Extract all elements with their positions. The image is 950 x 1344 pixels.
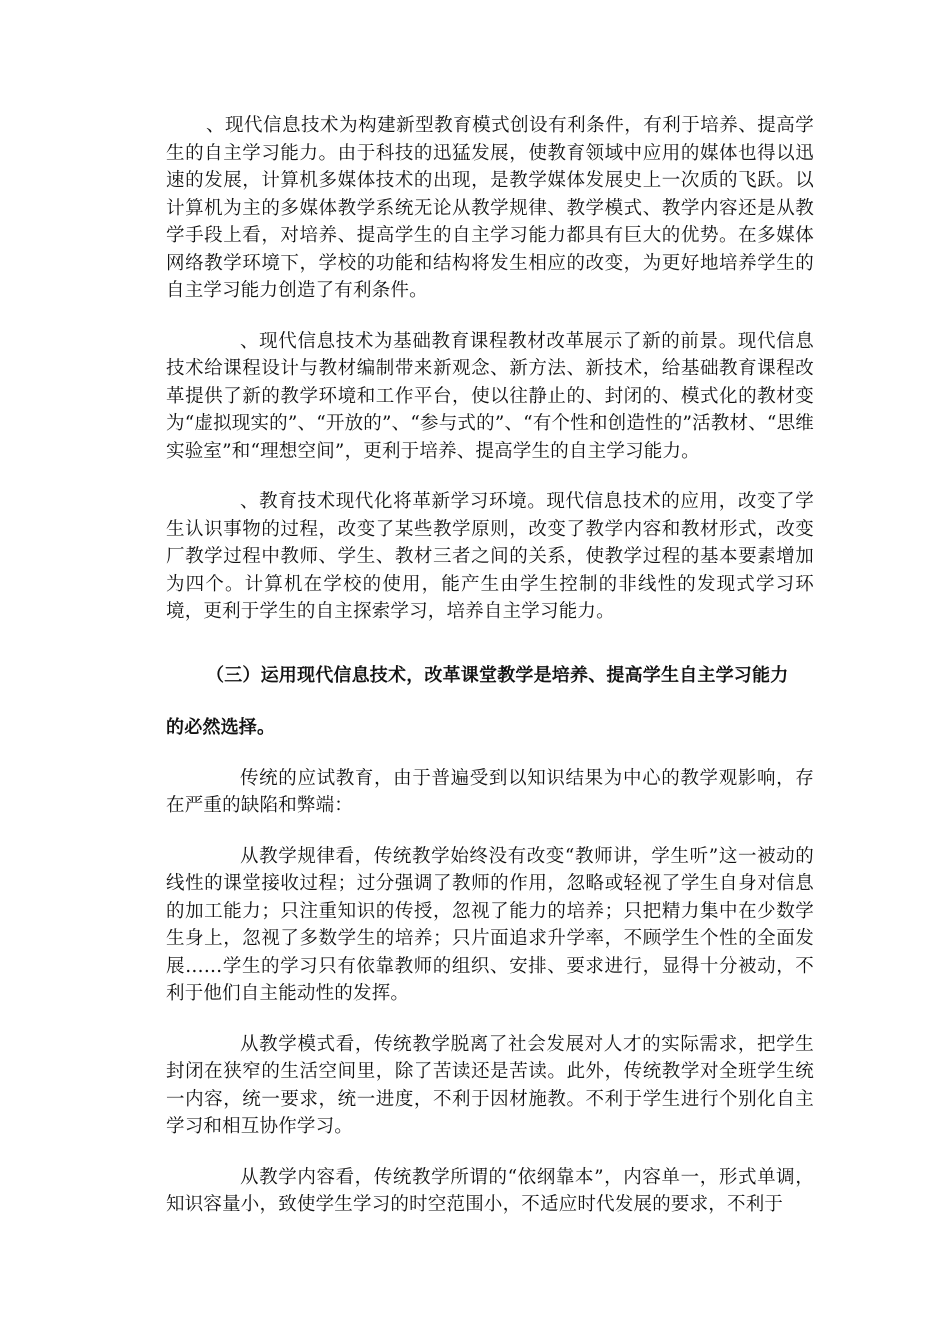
paragraph-teaching-model: 从教学模式看，传统教学脱离了社会发展对人才的实际需求，把学生封闭在狭窄的生活空间里，除了苦读还是苦读。此外，传统教学对全班学生统一内容，统一要求，统一进度，不利于因材施教。不利于学生进行个别化自主学习和相互协作学习。 — [166, 1033, 814, 1137]
section-heading-continuation: 的必然选择。 — [166, 716, 276, 738]
paragraph-learning-environment: 、教育技术现代化将革新学习环境。现代信息技术的应用，改变了学生认识事物的过程，改变了某些教学原则，改变了教学内容和教材形式，改变厂教学过程中教师、学生、教材三者之间的关系，使教学过程的基本要素增加为四个。计算机在学校的使用，能产生由学生控制的非线性的发现式学习环境，更利于学生的自主探索学习，培养自主学习能力。 — [166, 491, 814, 622]
paragraph-exam-oriented-education: 传统的应试教育，由于普遍受到以知识结果为中心的教学观影响，存在严重的缺陷和弊端： — [166, 767, 814, 816]
paragraph-curriculum-reform: 、现代信息技术为基础教育课程教材改革展示了新的前景。现代信息技术给课程设计与教材编制带来新观念、新方法、新技术，给基础教育课程改革提供了新的教学环境和工作平台，使以往静止的、封闭的、模式化的教材变为“虚拟现实的”、“开放的”、“参与式的”、“有个性和创造性的”活教材、“思维实验室”和“理想空间”，更利于培养、提高学生的自主学习能力。 — [166, 330, 814, 462]
paragraph-teaching-rules: 从教学规律看，传统教学始终没有改变“教师讲，学生听”这一被动的线性的课堂接收过程；过分强调了教师的作用，忽略或轻视了学生自身对信息的加工能力；只注重知识的传授，忽视了能力的培养；只把精力集中在少数学生身上，忽视了多数学生的培养；只片面追求升学率，不顾学生个性的全面发展……学生的学习只有依靠教师的组织、安排、要求进行，显得十分被动，不利于他们自主能动性的发挥。 — [166, 845, 814, 1004]
section-heading: （三）运用现代信息技术，改革课堂教学是培养、提高学生自主学习能力 — [206, 664, 789, 686]
document-body — [166, 112, 814, 1219]
paragraph-modern-it-education-model: 、现代信息技术为构建新型教育模式创设有利条件，有利于培养、提高学生的自主学习能力。由于科技的迅猛发展，使教育领域中应用的媒体也得以迅速的发展，计算机多媒体技术的出现，是教学媒体发展史上一次质的飞跃。以计算机为主的多媒体教学系统无论从教学规律、教学模式、教学内容还是从教学手段上看，对培养、提高学生的自主学习能力都具有巨大的优势。在多媒体网络教学环境下，学校的功能和结构将发生相应的改变，为更好地培养学生的自主学习能力创造了有利条件。 — [166, 115, 814, 301]
paragraph-teaching-content: 从教学内容看，传统教学所谓的“依纲靠本”，内容单一，形式单调，知识容量小，致使学生学习的时空范围小，不适应时代发展的要求，不利于 — [166, 1166, 814, 1215]
